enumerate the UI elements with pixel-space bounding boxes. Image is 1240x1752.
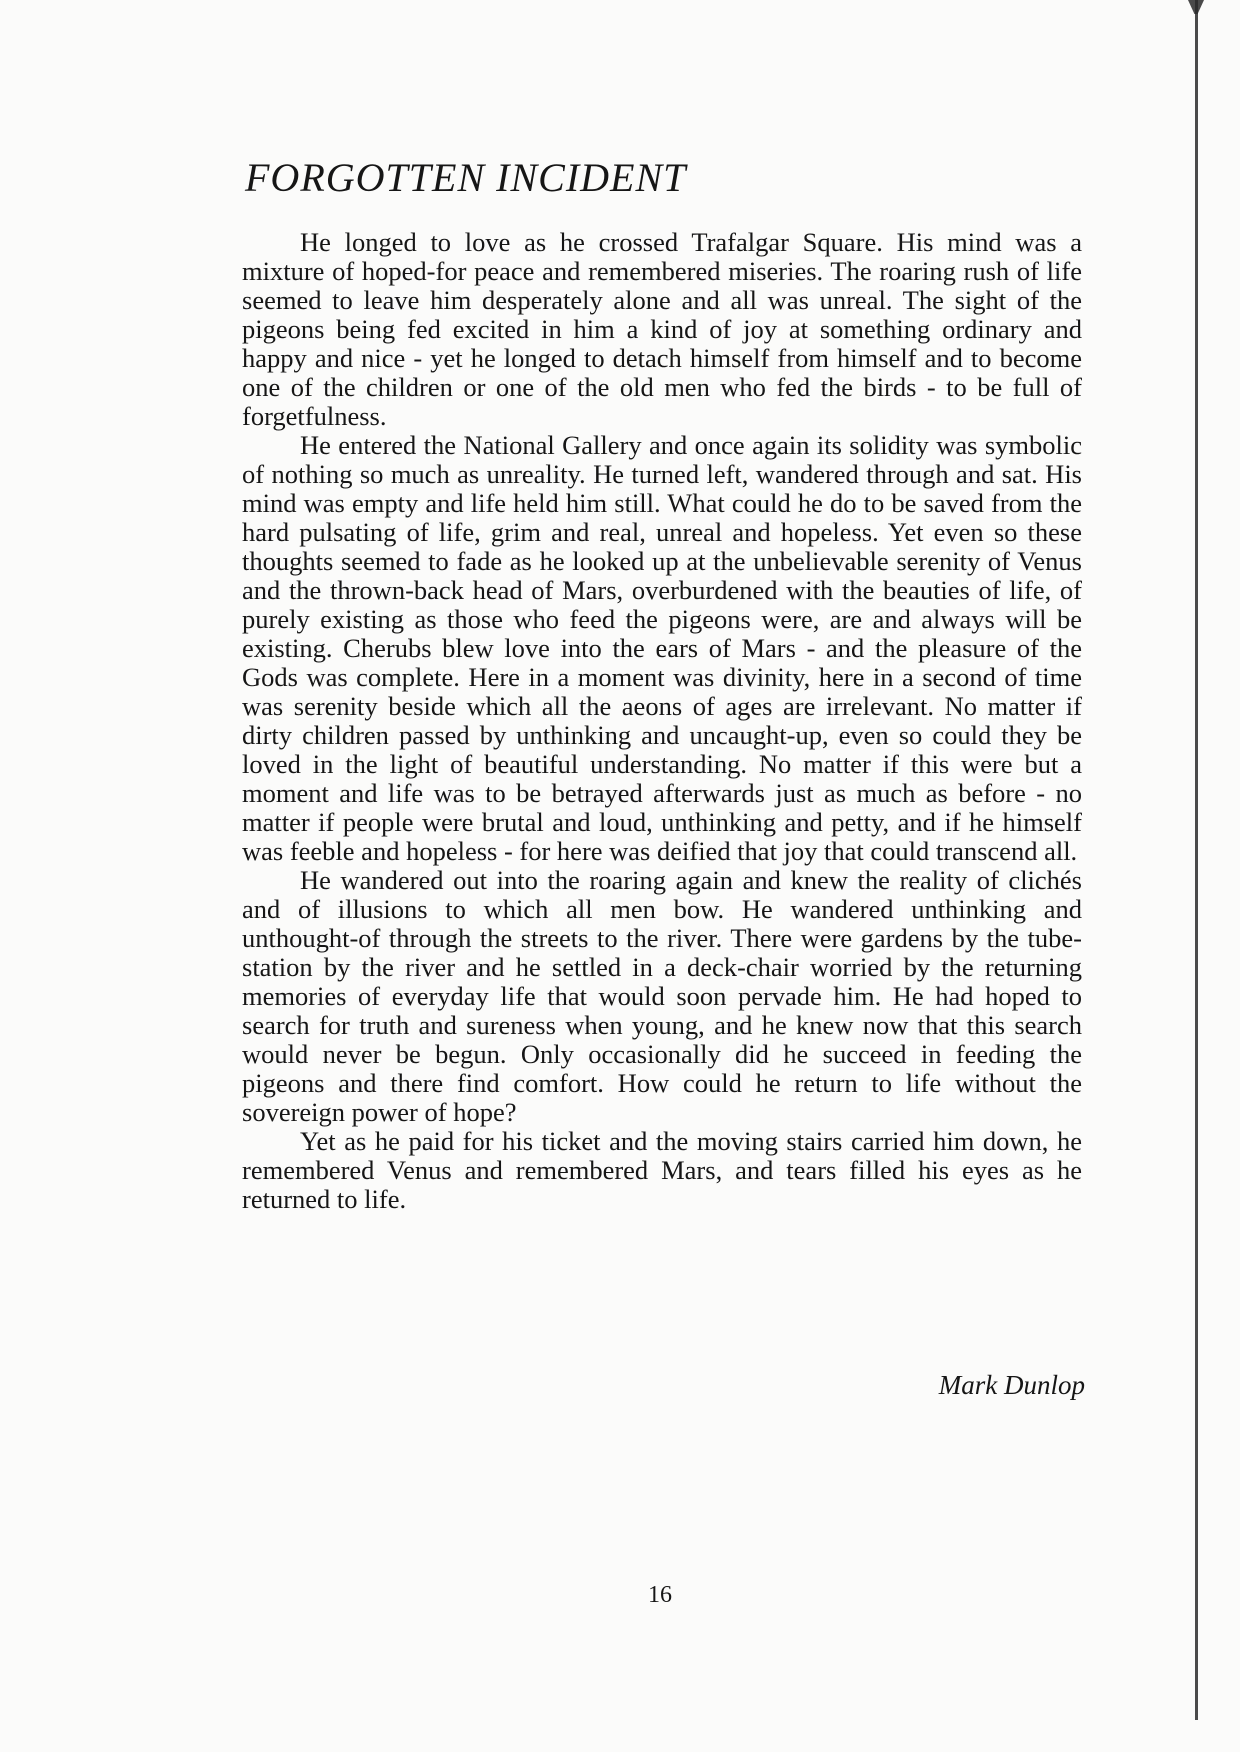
story-body xyxy=(242,228,1082,1214)
paragraph-2: He entered the National Gallery and once again its solidity was symbolic of nothing so much as unreality. He turned left, wandered through and sat. His mind was empty and life held him still. What could he do to be saved from the hard pulsating of life, grim and real, unreal and hopeless. Yet even so these thoughts seemed to fade as he looked up at the unbelievable serenity of Venus and the thrown-back head of Mars, overburdened with the beauties of life, of purely existing as those who feed the pigeons were, are and always will be existing. Cherubs blew love into the ears of Mars - and the pleasure of the Gods was complete. Here in a moment was divinity, here in a second of time was serenity beside which all the aeons of ages are irrelevant. No matter if dirty children passed by unthinking and uncaught-up, even so could they be loved in the light of beautiful understanding. No matter if this were but a moment and life was to be betrayed afterwards just as much as before - no matter if people were brutal and loud, unthinking and petty, and if he himself was feeble and hopeless - for here was deified that joy that could transcend all. xyxy=(242,430,1082,866)
paragraph-3: He wandered out into the roaring again and knew the reality of clichés and of illusions to which all men bow. He wandered unthinking and unthought-of through the streets to the river. There were gardens by the tube-station by the river and he settled in a deck-chair worried by the returning memories of everyday life that would soon pervade him. He had hoped to search for truth and sureness when young, and he knew now that this search would never be begun. Only occasionally did he succeed in feeding the pigeons and there find comfort. How could he return to life without the sovereign power of hope? xyxy=(242,865,1082,1127)
paragraph-4: Yet as he paid for his ticket and the moving stairs carried him down, he remembered Venus and remembered Mars, and tears filled his eyes as he returned to life. xyxy=(242,1126,1082,1214)
author-signature: Mark Dunlop xyxy=(938,1370,1085,1400)
story-title: FORGOTTEN INCIDENT xyxy=(245,155,687,200)
page-binding-edge xyxy=(1195,0,1198,1720)
binding-notch xyxy=(1188,0,1204,14)
page-number: 16 xyxy=(648,1582,672,1608)
paragraph-1: He longed to love as he crossed Trafalgar Square. His mind was a mixture of hoped-for peace and remembered miseries. The roaring rush of life seemed to leave him desperately alone and all was unreal. The sight of the pigeons being fed excited in him a kind of joy at something ordinary and happy and nice - yet he longed to detach himself from himself and to become one of the children or one of the old men who fed the birds - to be full of forgetfulness. xyxy=(242,227,1082,431)
